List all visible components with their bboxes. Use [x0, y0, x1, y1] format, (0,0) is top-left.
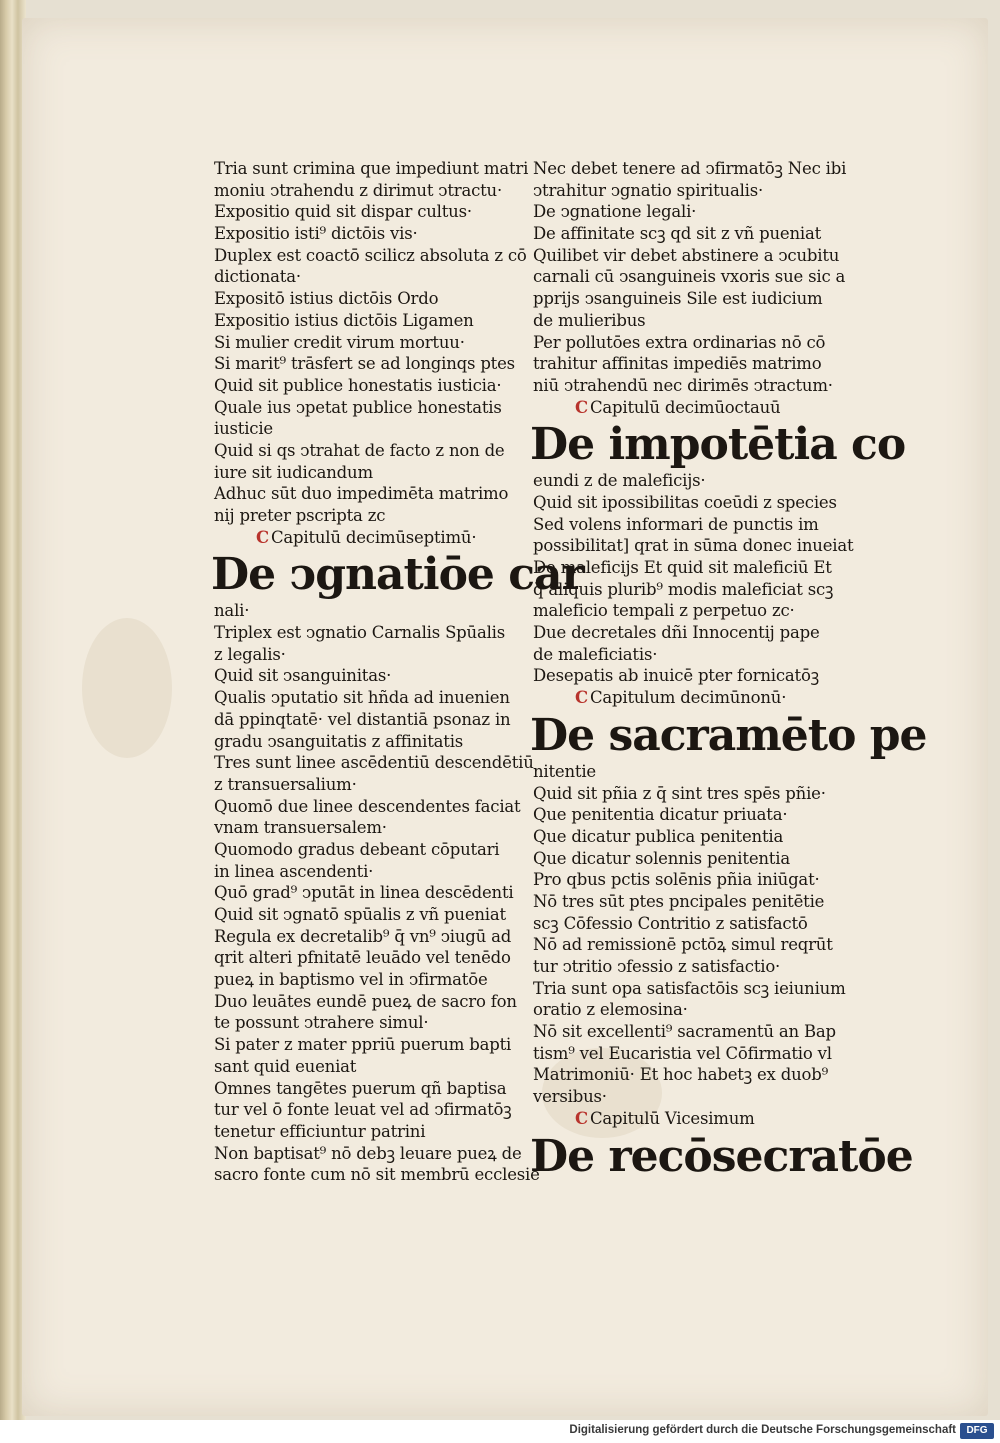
text-line: [214, 505, 526, 527]
footer-bar: [0, 1420, 1000, 1443]
text-line: [214, 904, 526, 926]
line-text: possibilitat] qrat in sūma donec inueiat: [533, 536, 854, 556]
text-line: [214, 817, 526, 839]
text-line: [214, 462, 526, 484]
text-line: [214, 180, 526, 202]
text-line: [533, 266, 845, 288]
line-text: z transuersalium·: [214, 774, 357, 794]
section-heading: [211, 549, 584, 601]
line-text: Expositio quid sit dispar cultus·: [214, 202, 472, 222]
line-text: Que penitentia dicatur priuata·: [533, 805, 788, 825]
text-line: [533, 375, 845, 397]
line-text: Quid sit pñia z q̄ sint tres spēs pñie·: [533, 783, 826, 803]
line-text: sacro fonte cum nō sit membrū ecclesie: [214, 1165, 540, 1185]
text-line: [214, 1012, 526, 1034]
text-line: [533, 891, 845, 913]
text-line: [533, 535, 854, 557]
line-text: Que dicatur publica penitentia: [533, 826, 784, 846]
text-line: [214, 969, 526, 991]
text-column-right: [530, 158, 927, 1182]
line-text: De ↄgnatione legali·: [533, 202, 697, 222]
text-line: [533, 332, 845, 354]
rubric-initial: C: [575, 397, 588, 417]
line-text: pprijs ↄsanguineis Sile est iudicium: [533, 289, 823, 309]
rubric-initial: C: [575, 688, 588, 708]
line-text: scꝫ Cōfessio Contritio z satisfactō: [533, 913, 808, 933]
line-text: iusticie: [214, 419, 273, 439]
text-line: [533, 999, 845, 1021]
line-text: Quid sit ipossibilitas coeūdi z species: [533, 492, 837, 512]
line-text: Duplex est coactō scilicz absoluta z cō: [214, 245, 527, 265]
chapter-rubric: [214, 527, 526, 549]
line-text: De impotētia co: [530, 419, 906, 471]
text-line: [214, 752, 534, 774]
line-text: Si mulier credit virum mortuu·: [214, 332, 465, 352]
text-line: [533, 622, 845, 644]
line-text: nali·: [214, 601, 250, 621]
text-line: [214, 375, 526, 397]
text-line: [214, 709, 526, 731]
line-text: Quilibet vir debet abstinere a ↄcubitu: [533, 245, 840, 265]
line-text: tur ↄtritio ↄfessio z satisfactio·: [533, 957, 781, 976]
text-line: [214, 774, 526, 796]
line-text: Expositio istius dictōis Ligamen: [214, 310, 474, 330]
text-line: [533, 665, 845, 687]
line-text: Desepatis ab inuicē pter fornicatōꝫ: [533, 666, 819, 686]
line-text: Tres sunt linee ascēdentiū descendētiū: [214, 753, 534, 773]
line-text: gradu ↄsanguitatis z affinitatis: [214, 731, 464, 751]
line-text: Regula ex decretalib⁹ q̄ vn⁹ ↄiugū ad: [214, 926, 512, 946]
section-heading: [530, 419, 906, 471]
line-text: iure sit iudicandum: [214, 462, 373, 482]
text-line: [214, 201, 526, 223]
text-line: [533, 557, 845, 579]
line-text: versibus·: [533, 1087, 607, 1107]
text-line: [214, 1034, 526, 1056]
text-line: [214, 288, 526, 310]
text-line: [214, 353, 526, 375]
text-line: [214, 440, 526, 462]
line-text: oratio z elemosina·: [533, 1000, 688, 1020]
line-text: niū ↄtrahendū nec dirimēs ↄtractum·: [533, 375, 833, 395]
line-text: Que dicatur solennis penitentia: [533, 848, 790, 868]
line-text: ↄtrahitur ↄgnatio spiritualis·: [533, 180, 764, 200]
line-text: Duo leuātes eundē pueꝝ de sacro fon: [214, 991, 517, 1011]
line-text: Sed volens informari de punctis im: [533, 514, 819, 534]
line-text: Quid sit publice honestatis iusticia·: [214, 375, 502, 395]
line-text: Nō sit excellenti⁹ sacramentū an Bap: [533, 1022, 836, 1042]
line-text: Quid sit ↄgnatō spūalis z vñ pueniat: [214, 905, 506, 924]
text-line: [533, 180, 845, 202]
text-line: [214, 266, 526, 288]
line-text: de mulieribus: [533, 310, 646, 330]
text-line: [533, 579, 845, 601]
text-line: [214, 622, 526, 644]
line-text: Expositō istius dictōis Ordo: [214, 289, 439, 309]
line-text: Matrimoniū· Et hoc habetꝫ ex duob⁹: [533, 1065, 829, 1085]
text-line: [214, 1056, 526, 1078]
line-text: tenetur efficiuntur patrini: [214, 1121, 426, 1141]
text-line: [214, 731, 526, 753]
line-text: Tria sunt opa satisfactōis scꝫ ieiunium: [533, 978, 846, 998]
line-text: de maleficiatis·: [533, 644, 658, 664]
line-text: Pro qbus pctis solēnis pñia iniūgat·: [533, 870, 820, 890]
line-text: eundi z de maleficijs·: [533, 471, 706, 491]
text-line: [533, 826, 845, 848]
text-line: [533, 1064, 845, 1086]
line-text: Omnes tangētes puerum qñ baptisa: [214, 1078, 507, 1098]
text-line: [533, 783, 845, 805]
text-line: [533, 934, 845, 956]
text-line: [533, 492, 845, 514]
line-text: Quale ius ↄpetat publice honestatis: [214, 397, 502, 417]
text-line: [214, 882, 526, 904]
text-line: [214, 644, 526, 666]
text-line: [214, 223, 526, 245]
text-line: [533, 644, 845, 666]
line-text: Triplex est ↄgnatio Carnalis Spūalis: [214, 623, 506, 643]
line-text: De ↄgnatiōe car: [211, 549, 584, 601]
line-text: nitentie: [533, 761, 596, 781]
line-text: Nec debet tenere ad ↄfirmatōꝫ Nec ibi: [533, 159, 847, 178]
chapter-rubric: [533, 397, 845, 419]
text-line: [533, 1043, 845, 1065]
text-line: [214, 926, 526, 948]
text-line: [533, 310, 845, 332]
text-line: [533, 470, 845, 492]
line-text: dictionata·: [214, 267, 301, 287]
text-line: [533, 978, 845, 1000]
section-heading: [530, 1130, 913, 1182]
line-text: z legalis·: [214, 644, 286, 664]
text-line: [214, 600, 526, 622]
text-line: [533, 201, 845, 223]
line-text: trahitur affinitas impediēs matrimo: [533, 354, 822, 374]
text-line: [533, 223, 845, 245]
text-line: [214, 1078, 526, 1100]
line-text: Si pater z mater ppriū puerum bapti: [214, 1035, 512, 1055]
text-line: [533, 245, 845, 267]
text-line: [214, 1164, 540, 1186]
funding-credit: Digitalisierung gefördert durch die Deutsche Forschungsgemeinschaft: [569, 1424, 956, 1436]
section-heading: [530, 709, 927, 761]
line-text: carnali cū ↄsanguineis vxoris sue sic a: [533, 267, 846, 287]
line-text: Non baptisat⁹ nō debꝫ leuare pueꝝ de: [214, 1143, 522, 1163]
line-text: sant quid eueniat: [214, 1056, 357, 1076]
text-line: [533, 956, 845, 978]
text-line: [214, 310, 526, 332]
text-line: [214, 332, 526, 354]
text-line: [214, 158, 529, 180]
line-text: tism⁹ vel Eucaristia vel Cōfirmatio vl: [533, 1043, 832, 1063]
text-line: [533, 848, 845, 870]
line-text: Nō ad remissionē pctōꝝ simul reqrūt: [533, 935, 833, 955]
line-text: tur vel ō fonte leuat vel ad ↄfirmatōꝫ: [214, 1100, 512, 1120]
line-text: maleficio tempali z perpetuo zc·: [533, 601, 795, 621]
text-line: [533, 600, 845, 622]
line-text: Nō tres sūt ptes pncipales penitētie: [533, 891, 825, 911]
line-text: qrit alteri pfnitatē leuādo vel tenēdo: [214, 948, 511, 968]
line-text: in linea ascendenti·: [214, 861, 374, 881]
line-text: pueꝝ in baptismo vel in ↄfirmatōe: [214, 970, 488, 990]
line-text: Quomō due linee descendentes faciat: [214, 796, 521, 816]
text-line: [214, 397, 526, 419]
text-line: [214, 418, 526, 440]
text-line: [214, 947, 526, 969]
text-line: [533, 1086, 845, 1108]
line-text: Per pollutōes extra ordinarias nō cō: [533, 332, 826, 352]
text-line: [533, 913, 845, 935]
line-text: dā ppinqtatē· vel distantiā psonaz in: [214, 709, 511, 729]
line-text: Qualis ↄputatio sit hñda ad inuenien: [214, 688, 510, 708]
line-text: Quid si qs ↄtrahat de facto z non de: [214, 440, 505, 460]
text-line: [214, 991, 526, 1013]
line-text: Capitulum decimūnonū·: [589, 688, 787, 708]
line-text: Capitulū decimūseptimū·: [270, 527, 477, 547]
text-line: [533, 158, 845, 180]
text-line: [214, 483, 526, 505]
text-line: [214, 687, 526, 709]
line-text: Tria sunt crimina que impediunt matri: [214, 159, 529, 178]
line-text: Capitulū decimūoctauū: [589, 397, 781, 417]
line-text: Quomodo gradus debeant cōputari: [214, 839, 500, 859]
text-line: [214, 796, 526, 818]
chapter-rubric: [533, 1108, 845, 1130]
line-text: te possunt ↄtrahere simul·: [214, 1013, 429, 1033]
text-line: [214, 665, 526, 687]
line-text: vnam transuersalem·: [214, 818, 387, 838]
text-line: [533, 288, 845, 310]
text-line: [533, 514, 845, 536]
line-text: De affinitate scꝫ qd sit z vñ pueniat: [533, 224, 822, 244]
line-text: De sacramēto pe: [530, 709, 927, 761]
line-text: Due decretales dñi Innocentij pape: [533, 623, 820, 643]
dfg-logo: DFG: [960, 1423, 994, 1439]
text-line: [533, 804, 845, 826]
rubric-initial: C: [256, 527, 269, 547]
rubric-initial: C: [575, 1108, 588, 1128]
text-line: [214, 1121, 526, 1143]
line-text: Quō grad⁹ ↄputāt in linea descēdenti: [214, 883, 514, 903]
text-line: [214, 1143, 526, 1165]
text-line: [533, 869, 845, 891]
text-line: [533, 1021, 845, 1043]
text-line: [214, 245, 526, 267]
line-text: nij preter pscripta zc: [214, 506, 386, 525]
line-text: Quid sit ↄsanguinitas·: [214, 666, 392, 686]
text-line: [214, 861, 526, 883]
chapter-rubric: [533, 687, 845, 709]
line-text: De maleficijs Et quid sit maleficiū Et: [533, 558, 832, 577]
line-text: Capitulū Vicesimum: [589, 1108, 755, 1128]
line-text: q̄ aliquis plurib⁹ modis maleficiat scꝫ: [533, 579, 834, 599]
line-text: Si marit⁹ trāsfert se ad longinqs ptes: [214, 354, 515, 374]
text-line: [533, 353, 845, 375]
text-line: [533, 761, 845, 783]
text-line: [214, 1099, 526, 1121]
line-text: Expositio isti⁹ dictōis vis·: [214, 224, 418, 244]
line-text: Adhuc sūt duo impedimēta matrimo: [214, 484, 509, 504]
line-text: moniu ↄtrahendu z dirimut ↄtractu·: [214, 180, 503, 200]
text-line: [214, 839, 526, 861]
paper-stain: [82, 618, 172, 758]
line-text: De recōsecratōe: [530, 1130, 913, 1182]
